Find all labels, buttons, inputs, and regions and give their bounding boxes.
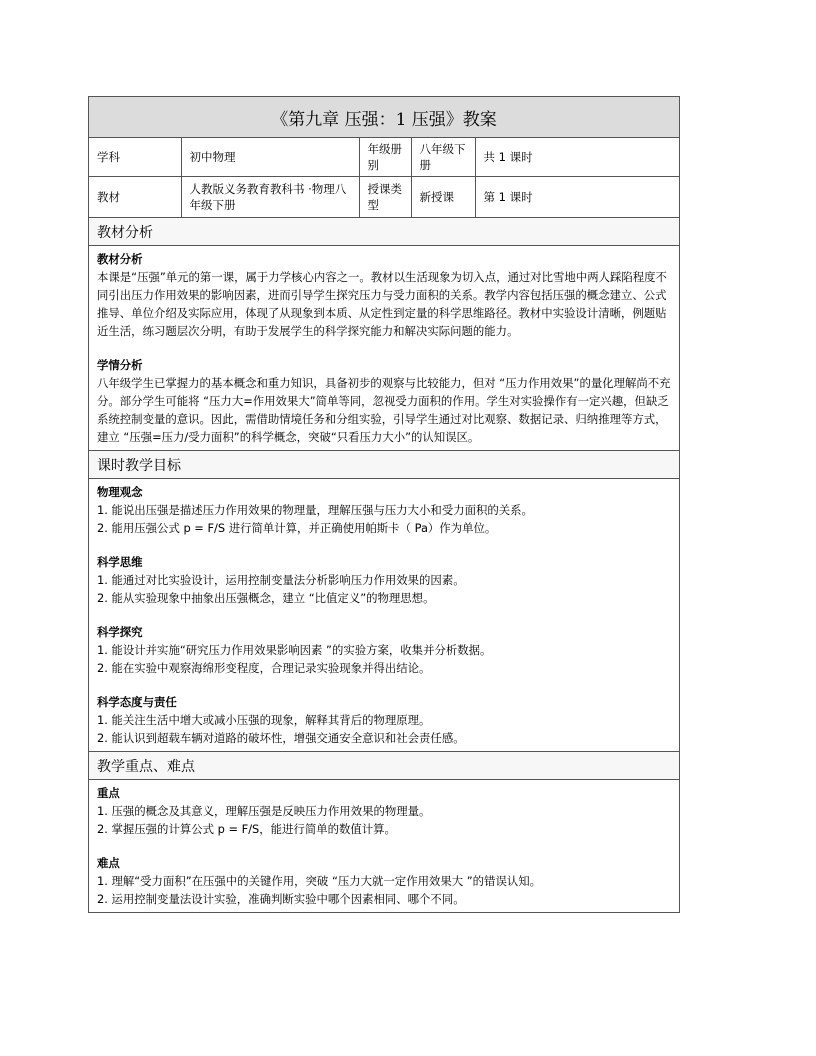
info-cell: 第 1 课时	[475, 177, 679, 218]
section-body-keypoints	[89, 780, 679, 912]
section-body-goals	[89, 479, 679, 752]
lesson-plan-document	[88, 96, 680, 913]
list-item: 1. 能设计并实施“研究压力作用效果影响因素 ”的实验方案，收集并分析数据。	[97, 643, 492, 657]
paragraph: 本课是“压强”单元的第一课，属于力学核心内容之一。教材以生活现象为切入点，通过对比雪地中两人踩陷程度不同引出压力作用效果的影响因素，进而引导学生探究压力与受力面积的关系。教学内容包括压强的概念建立、公式推导、单位介绍及实际应用，体现了从现象到本质、从定性到定量的科学思维路径。教材中实验设计清晰，例题贴近生活，练习题层次分明，有助于发展学生的科学探究能力和解决实际问题的能力。	[97, 270, 667, 338]
list-item: 2. 能认识到超载车辆对道路的破坏性，增强交通安全意识和社会责任感。	[97, 731, 465, 745]
paragraph: 八年级学生已掌握力的基本概念和重力知识，具备初步的观察与比较能力，但对 “压力作用效果”的量化理解尚不充分。部分学生可能将 “压力大=作用效果大”简单等同，忽视受力面积的作用。学生对实验操作有一定兴趣，但缺乏系统控制变量的意识。因此，需借助情境任务和分组实验，引导学生通过对比观察、数据记录、归纳推理等方式，建立 “压强=压力/受力面积”的科学概念，突破“只看压力大小”的认知误区。	[97, 376, 671, 444]
section-body-analysis	[89, 246, 679, 451]
subheading: 难点	[97, 856, 120, 870]
info-cell: 学科	[89, 138, 181, 177]
info-cell: 人教版义务教育教科书 ·物理八年级下册	[181, 177, 359, 218]
list-item: 2. 运用控制变量法设计实验，准确判断实验中哪个因素相同、哪个不同。	[97, 892, 465, 906]
list-item: 2. 能从实验现象中抽象出压强概念，建立 “比值定义”的物理思想。	[97, 591, 435, 605]
section-heading-goals: 课时教学目标	[89, 451, 679, 479]
list-item: 1. 压强的概念及其意义，理解压强是反映压力作用效果的物理量。	[97, 804, 431, 818]
section-heading-analysis: 教材分析	[89, 218, 679, 246]
info-cell: 授课类型	[359, 177, 411, 218]
subheading: 物理观念	[97, 485, 143, 499]
document-title: 《第九章 压强：1 压强》教案	[89, 97, 679, 138]
list-item: 2. 能在实验中观察海绵形变程度，合理记录实验现象并得出结论。	[97, 661, 431, 675]
list-item: 2. 能用压强公式 p = F/S 进行简单计算，并正确使用帕斯卡（ Pa）作为单位。	[97, 521, 497, 535]
list-item: 2. 掌握压强的计算公式 p = F/S，能进行简单的数值计算。	[97, 822, 396, 836]
list-item: 1. 能关注生活中增大或减小压强的现象，解释其背后的物理原理。	[97, 713, 431, 727]
info-row	[89, 138, 679, 177]
info-table	[89, 138, 679, 218]
info-cell: 年级册别	[359, 138, 411, 177]
info-cell: 新授课	[411, 177, 475, 218]
subheading: 科学探究	[97, 625, 143, 639]
subheading: 科学思维	[97, 555, 143, 569]
subheading: 教材分析	[97, 252, 143, 266]
subheading: 科学态度与责任	[97, 695, 177, 709]
list-item: 1. 能通过对比实验设计，运用控制变量法分析影响压力作用效果的因素。	[97, 573, 465, 587]
info-cell: 八年级下册	[411, 138, 475, 177]
list-item: 1. 能说出压强是描述压力作用效果的物理量，理解压强与压力大小和受力面积的关系。	[97, 503, 533, 517]
info-cell: 初中物理	[181, 138, 359, 177]
list-item: 1. 理解“受力面积”在压强中的关键作用，突破 “压力大就一定作用效果大 ”的错误认知。	[97, 874, 542, 888]
section-heading-keypoints: 教学重点、难点	[89, 752, 679, 780]
info-row	[89, 177, 679, 218]
info-cell: 共 1 课时	[475, 138, 679, 177]
subheading: 学情分析	[97, 358, 143, 372]
subheading: 重点	[97, 786, 120, 800]
info-cell: 教材	[89, 177, 181, 218]
